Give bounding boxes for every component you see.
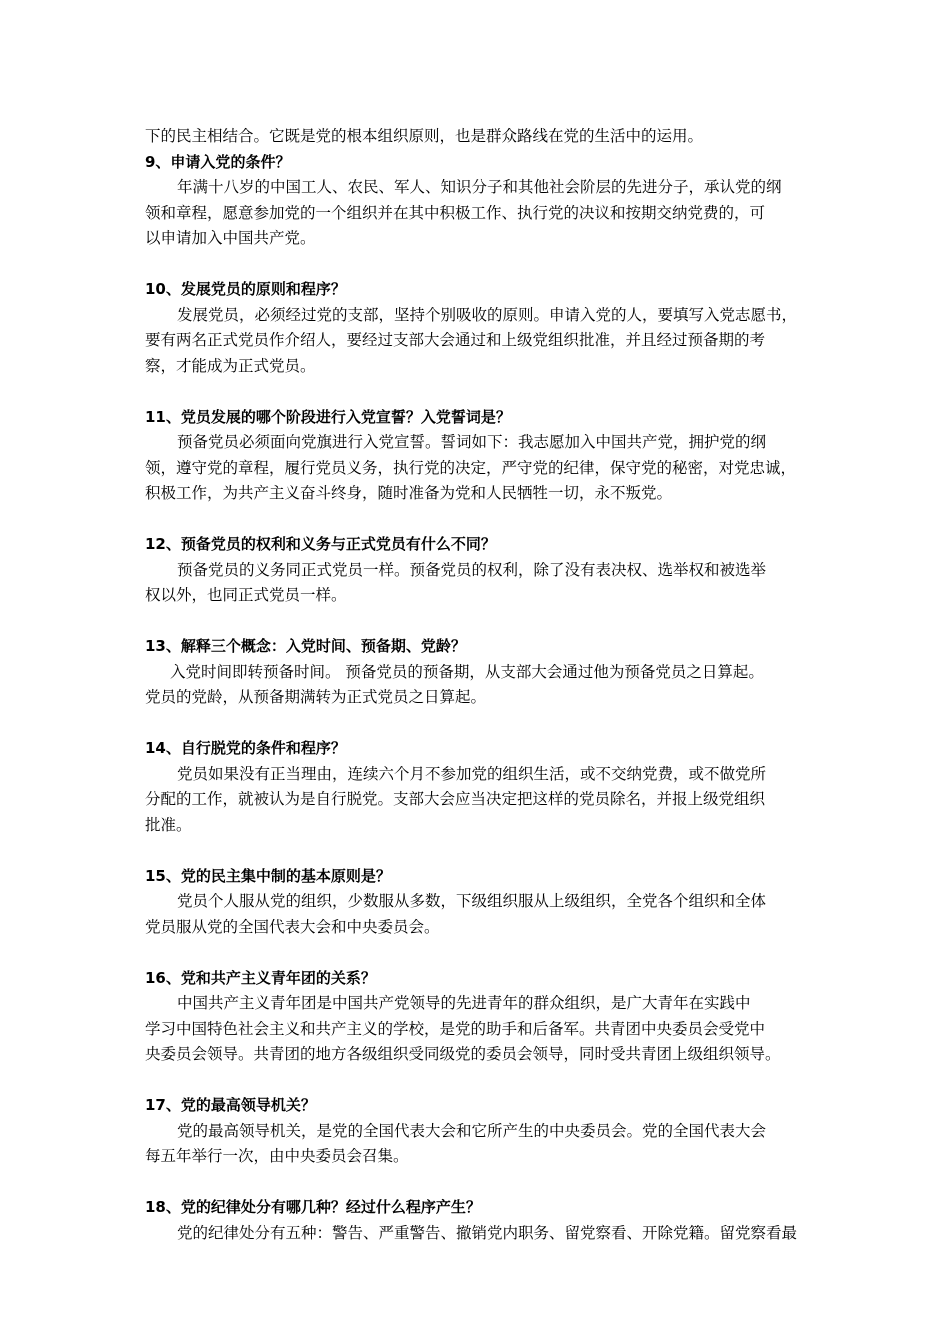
answer-text-line: 每五年举行一次，由中央委员会召集。 [145, 1147, 409, 1165]
answer-text-line: 入党时间即转预备时间。 预备党员的预备期，从支部大会通过他为预备党员之日算起。 [170, 662, 764, 681]
question-heading: 11、党员发展的哪个阶段进行入党宣誓？入党誓词是？ [145, 407, 511, 426]
answer-text-line: 权以外，也同正式党员一样。 [145, 586, 347, 604]
question-heading: 9、申请入党的条件？ [145, 152, 291, 171]
answer-text-line: 领和章程，愿意参加党的一个组织并在其中积极工作、执行党的决议和按期交纳党费的，可 [145, 203, 766, 222]
question-heading: 13、解释三个概念：入党时间、预备期、党龄？ [145, 637, 466, 655]
answer-text-line: 发展党员，必须经过党的支部，坚持个别吸收的原则。申请入党的人，要填写入党志愿书， [177, 305, 798, 324]
answer-text-line: 中国共产主义青年团是中国共产党领导的先进青年的群众组织，是广大青年在实践中 [177, 994, 751, 1012]
question-heading: 12、预备党员的权利和义务与正式党员有什么不同？ [145, 535, 496, 553]
answer-text-line: 批准。 [145, 815, 192, 834]
answer-text-line: 察，才能成为正式党员。 [145, 356, 316, 375]
answer-text-line: 领，遵守党的章程，履行党员义务，执行党的决定，严守党的纪律，保守党的秘密，对党忠诚， [145, 458, 797, 477]
answer-text-line: 党员服从党的全国代表大会和中央委员会。 [145, 917, 440, 936]
paragraph-spacer [145, 838, 825, 864]
answer-text-line: 学习中国特色社会主义和共产主义的学校，是党的助手和后备军。共青团中央委员会受党中 [145, 1019, 766, 1038]
answer-text-line: 党员的党龄，从预备期满转为正式党员之日算起。 [145, 688, 487, 706]
answer-text-line: 预备党员必须面向党旗进行入党宣誓。誓词如下：我志愿加入中国共产党，拥护党的纲 [177, 433, 767, 451]
question-heading: 17、党的最高领导机关？ [145, 1096, 316, 1114]
question-heading: 10、发展党员的原则和程序？ [145, 280, 346, 298]
answer-text-line: 分配的工作，就被认为是自行脱党。支部大会应当决定把这样的党员除名，并报上级党组织 [145, 790, 766, 808]
answer-text-line: 党的纪律处分有五种：警告、严重警告、撤销党内职务、留党察看、开除党籍。留党察看最 [177, 1223, 798, 1242]
answer-text-line: 下的民主相结合。它既是党的根本组织原则，也是群众路线在党的生活中的运用。 [145, 127, 704, 145]
answer-text-line: 以申请加入中国共产党。 [145, 229, 316, 247]
document-page [145, 124, 825, 1246]
paragraph-spacer [145, 609, 825, 635]
answer-text-line: 党员如果没有正当理由，连续六个月不参加党的组织生活，或不交纳党费，或不做党所 [177, 764, 767, 783]
question-heading: 15、党的民主集中制的基本原则是？ [145, 866, 391, 885]
paragraph-spacer [145, 940, 825, 966]
paragraph-spacer [145, 1068, 825, 1094]
question-heading: 14、自行脱党的条件和程序？ [145, 739, 346, 757]
paragraph-spacer [145, 711, 825, 737]
question-heading: 16、党和共产主义青年团的关系？ [145, 968, 376, 987]
answer-text-line: 预备党员的义务同正式党员一样。预备党员的权利，除了没有表决权、选举权和被选举 [177, 560, 767, 579]
answer-text-line: 积极工作，为共产主义奋斗终身，随时准备为党和人民牺牲一切，永不叛党。 [145, 484, 673, 502]
paragraph-spacer [145, 379, 825, 405]
paragraph-spacer [145, 507, 825, 533]
answer-text-line: 要有两名正式党员作介绍人，要经过支部大会通过和上级党组织批准，并且经过预备期的考 [145, 331, 766, 349]
paragraph-spacer [145, 252, 825, 278]
answer-text-line: 党的最高领导机关，是党的全国代表大会和它所产生的中央委员会。党的全国代表大会 [177, 1121, 767, 1140]
paragraph-spacer [145, 1170, 825, 1196]
answer-text-line: 央委员会领导。共青团的地方各级组织受同级党的委员会领导，同时受共青团上级组织领导。 [145, 1045, 781, 1063]
answer-text-line: 年满十八岁的中国工人、农民、军人、知识分子和其他社会阶层的先进分子，承认党的纲 [177, 178, 782, 196]
answer-text-line: 党员个人服从党的组织，少数服从多数，下级组织服从上级组织，全党各个组织和全体 [177, 892, 767, 910]
question-heading: 18、党的纪律处分有哪几种？经过什么程序产生？ [145, 1198, 481, 1216]
